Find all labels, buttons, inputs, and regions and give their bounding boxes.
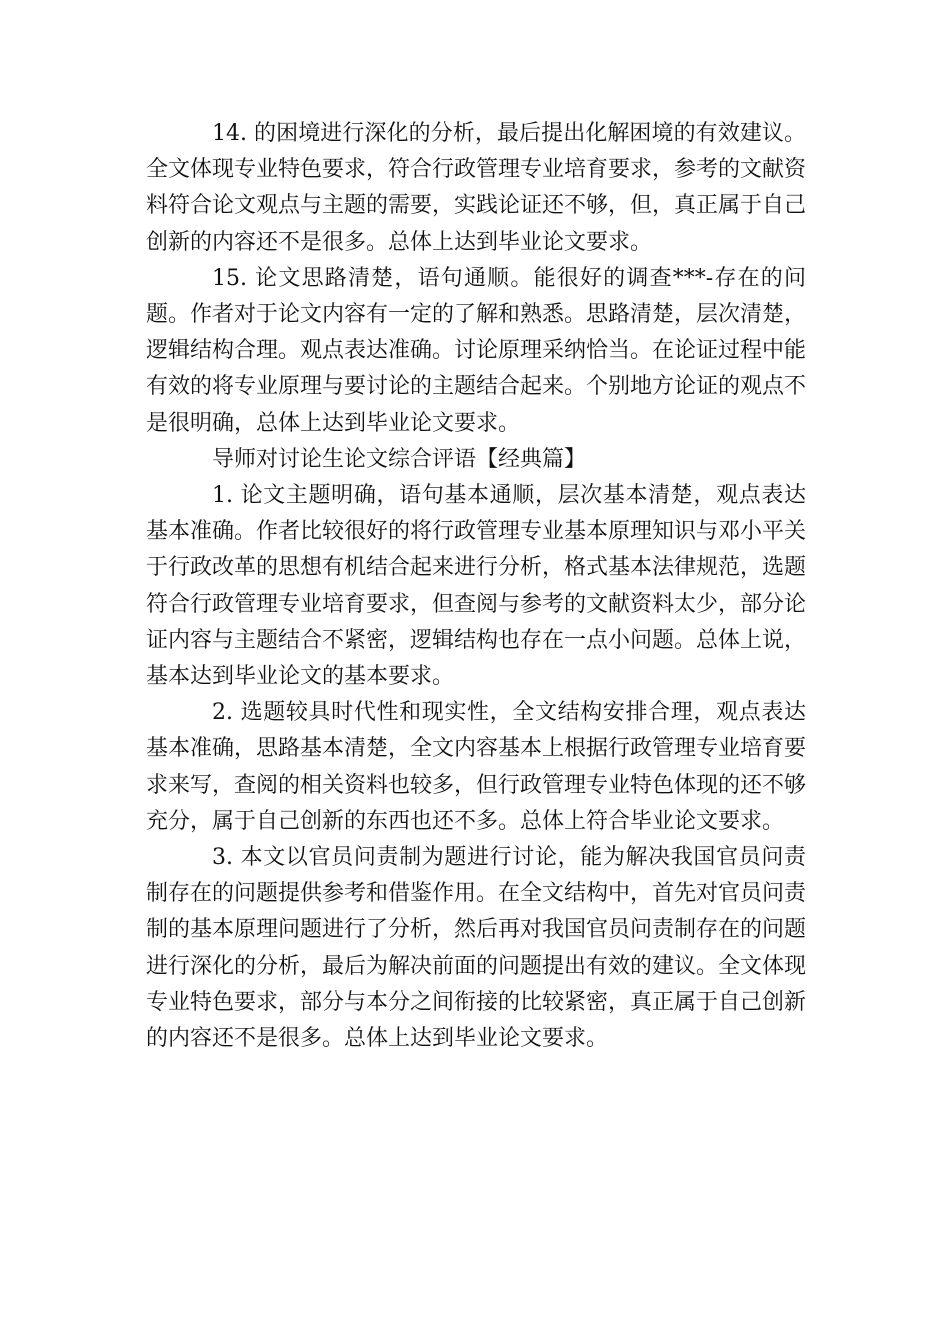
paragraph-1: 1. 论文主题明确，语句基本通顺，层次基本清楚，观点表达基本准确。作者比较很好的将行政管理专业基本原理知识与邓小平关于行政改革的思想有机结合起来进行分析，格式基本法律规范，选题符合行政管理专业培育要求，但查阅与参考的文献资料太少，部分论证内容与主题结合不紧密，逻辑结构也存在一点小问题。总体上说，基本达到毕业论文的基本要求。 — [146, 483, 807, 690]
paragraph-15: 15. 论文思路清楚，语句通顺。能很好的调查***-存在的问题。作者对于论文内容有一定的了解和熟悉。思路清楚，层次清楚，逻辑结构合理。观点表达准确。讨论原理采纳恰当。在论证过程中能有效的将专业原理与要讨论的主题结合起来。个别地方论证的观点不是很明确，总体上达到毕业论文要求。 — [146, 265, 807, 436]
paragraph-2: 2. 选题较具时代性和现实性，全文结构安排合理，观点表达基本准确，思路基本清楚，全文内容基本上根据行政管理专业培育要求来写，查阅的相关资料也较多，但行政管理专业特色体现的还不够充分，属于自己创新的东西也还不多。总体上符合毕业论文要求。 — [146, 700, 807, 834]
section-heading: 导师对讨论生论文综合评语【经典篇】 — [212, 446, 587, 472]
document-body — [146, 116, 806, 1057]
paragraph-14: 14. 的困境进行深化的分析，最后提出化解困境的有效建议。全文体现专业特色要求，符合行政管理专业培育要求，参考的文献资料符合论文观点与主题的需要，实践论证还不够，但，真正属于自己创新的内容还不是很多。总体上达到毕业论文要求。 — [146, 121, 807, 255]
paragraph-3: 3. 本文以官员问责制为题进行讨论，能为解决我国官员问责制存在的问题提供参考和借鉴作用。在全文结构中，首先对官员问责制的基本原理问题进行了分析，然后再对我国官员问责制存在的问题进行深化的分析，最后为解决前面的问题提出有效的建议。全文体现专业特色要求，部分与本分之间衔接的比较紧密，真正属于自己创新的内容还不是很多。总体上达到毕业论文要求。 — [146, 845, 807, 1052]
